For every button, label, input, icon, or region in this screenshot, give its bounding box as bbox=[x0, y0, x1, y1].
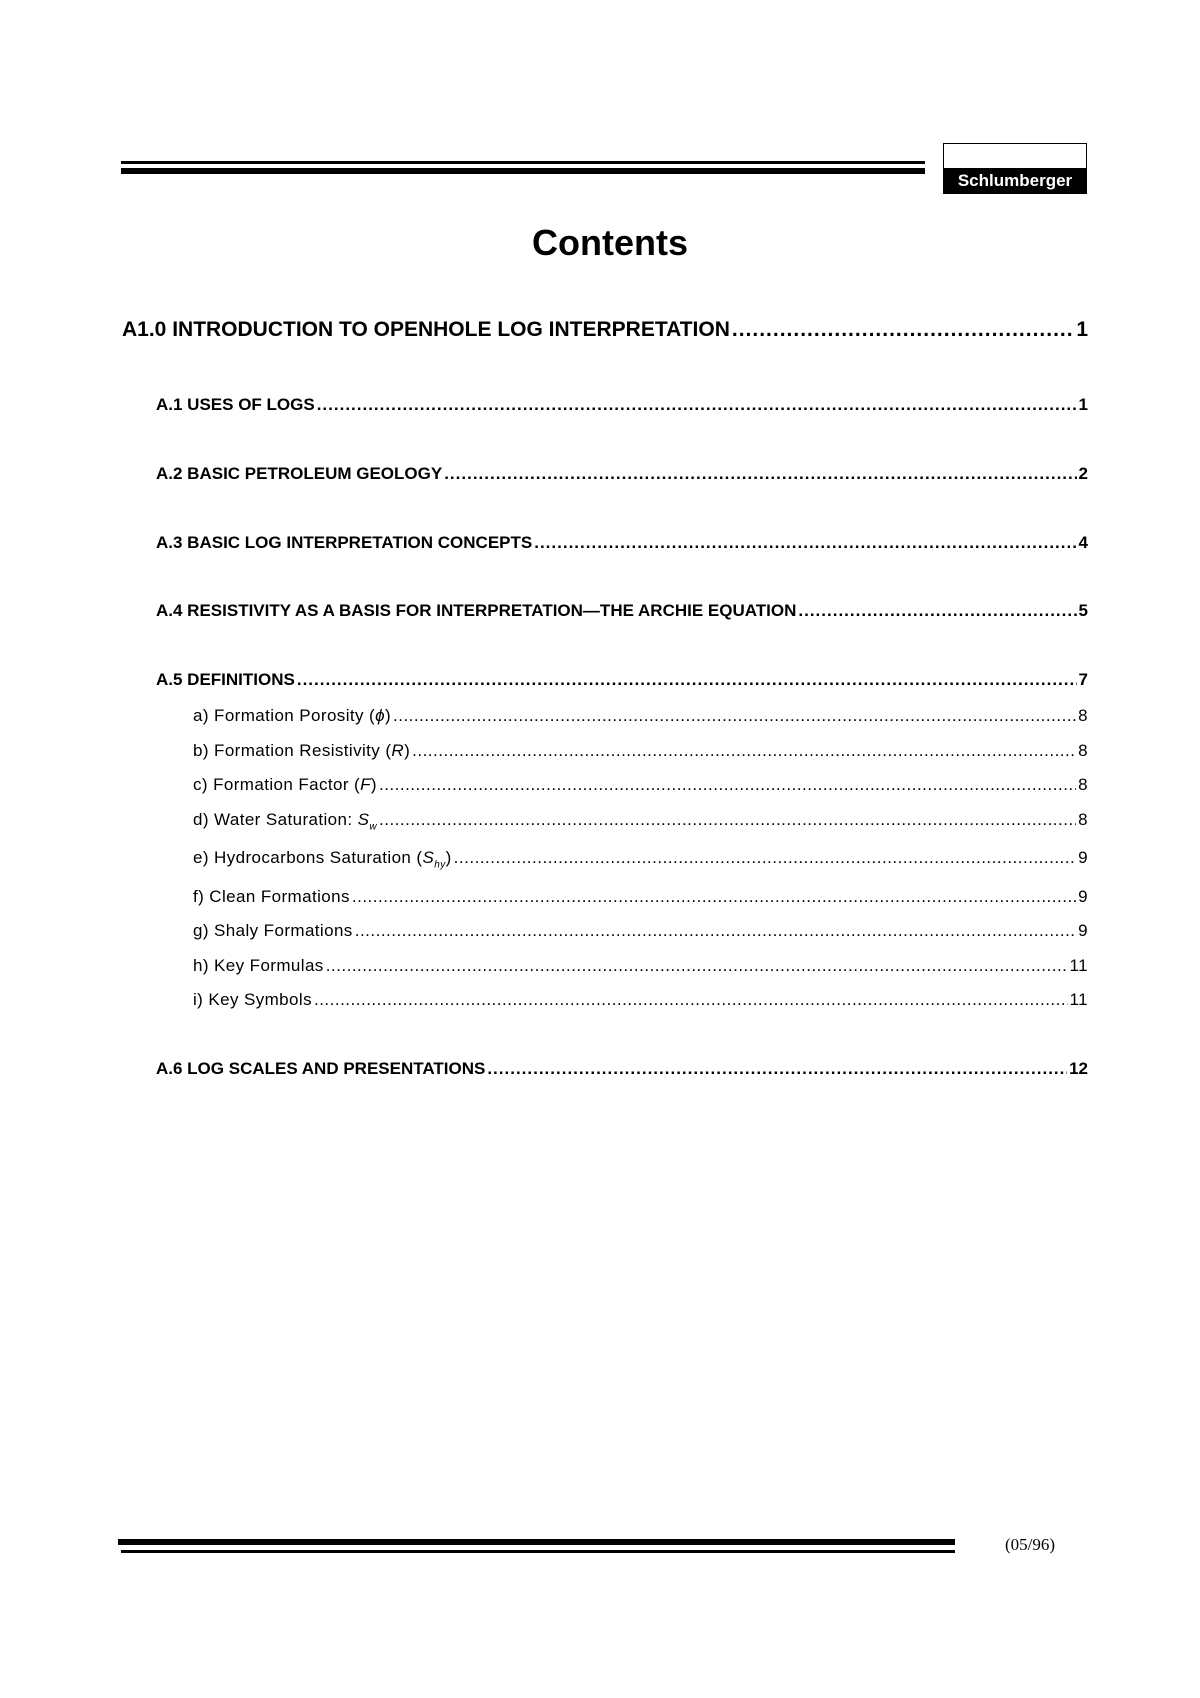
label-text: e) Hydrocarbons Saturation ( bbox=[193, 848, 423, 867]
toc-label bbox=[193, 741, 410, 761]
toc-entry-main[interactable] bbox=[122, 318, 1088, 342]
symbol-subscript: w bbox=[369, 821, 377, 833]
dot-leader bbox=[314, 990, 1068, 1010]
toc-page: 2 bbox=[1078, 464, 1088, 483]
label-text-end: ) bbox=[404, 741, 411, 760]
toc-entry-definition[interactable] bbox=[193, 990, 1088, 1010]
toc-entry-definition[interactable] bbox=[193, 848, 1088, 870]
toc-label bbox=[193, 921, 353, 941]
dot-leader bbox=[454, 848, 1076, 868]
label-text-end: ) bbox=[370, 775, 377, 794]
dot-leader bbox=[326, 956, 1068, 976]
symbol-letter: S bbox=[357, 810, 370, 829]
toc-entry-a1[interactable] bbox=[156, 395, 1088, 415]
dot-leader bbox=[412, 741, 1076, 761]
toc-entry-a3[interactable] bbox=[156, 533, 1088, 553]
toc-entry-a4[interactable] bbox=[156, 601, 1088, 621]
dot-leader bbox=[355, 921, 1076, 941]
label-text: a) Formation Porosity ( bbox=[193, 706, 376, 725]
toc-page: 11 bbox=[1069, 990, 1088, 1009]
dot-leader bbox=[379, 810, 1076, 830]
toc-label: A.1 USES OF LOGS bbox=[156, 395, 315, 414]
toc-label bbox=[193, 706, 391, 726]
label-text: i) Key Symbols bbox=[193, 990, 312, 1009]
toc-label bbox=[193, 990, 312, 1010]
footer-rule-thick bbox=[118, 1539, 955, 1545]
toc-label: A.6 LOG SCALES AND PRESENTATIONS bbox=[156, 1059, 486, 1078]
revision-date: (05/96) bbox=[1005, 1535, 1056, 1554]
toc-entry-definition[interactable] bbox=[193, 887, 1088, 907]
toc-entry-definition[interactable] bbox=[193, 921, 1088, 941]
toc-label bbox=[193, 775, 377, 795]
label-text: f) Clean Formations bbox=[193, 887, 350, 906]
symbol-letter: R bbox=[391, 741, 405, 760]
label-text: h) Key Formulas bbox=[193, 956, 324, 975]
label-text-end: ) bbox=[445, 848, 452, 867]
symbol-letter: ϕ bbox=[375, 706, 385, 725]
symbol bbox=[391, 741, 404, 760]
dot-leader bbox=[379, 775, 1076, 795]
label-text: g) Shaly Formations bbox=[193, 921, 353, 940]
dot-leader bbox=[317, 395, 1077, 415]
toc-label: A.3 BASIC LOG INTERPRETATION CONCEPTS bbox=[156, 533, 533, 552]
dot-leader bbox=[487, 1059, 1067, 1079]
toc-page: 8 bbox=[1078, 810, 1088, 829]
dot-leader bbox=[534, 533, 1076, 553]
toc-label bbox=[193, 887, 350, 907]
toc-page: 9 bbox=[1078, 887, 1088, 906]
toc-page: 12 bbox=[1069, 1059, 1088, 1078]
toc-page: 8 bbox=[1078, 741, 1088, 760]
toc-page: 5 bbox=[1078, 601, 1088, 620]
toc-page: 1 bbox=[1078, 395, 1088, 414]
toc-page: 9 bbox=[1078, 848, 1088, 867]
toc-page: 11 bbox=[1069, 956, 1088, 975]
toc-label bbox=[193, 848, 452, 870]
toc-page: 4 bbox=[1078, 533, 1088, 552]
symbol bbox=[360, 775, 371, 794]
toc-page: 9 bbox=[1078, 921, 1088, 940]
symbol-letter: S bbox=[422, 848, 435, 867]
symbol bbox=[422, 848, 446, 871]
footer-rule-thin bbox=[121, 1550, 955, 1553]
dot-leader bbox=[393, 706, 1076, 726]
symbol bbox=[375, 706, 385, 725]
toc-label: A.4 RESISTIVITY AS A BASIS FOR INTERPRETATION—THE ARCHIE EQUATION bbox=[156, 601, 797, 620]
symbol-letter: F bbox=[360, 775, 371, 794]
logo-text: Schlumberger bbox=[944, 168, 1086, 193]
toc-entry-a6[interactable] bbox=[156, 1059, 1088, 1079]
page-title: Contents bbox=[532, 222, 688, 263]
dot-leader bbox=[444, 464, 1076, 484]
toc-entry-definition[interactable] bbox=[193, 810, 1088, 832]
toc-label: A.2 BASIC PETROLEUM GEOLOGY bbox=[156, 464, 443, 483]
toc-entry-definition[interactable] bbox=[193, 706, 1088, 726]
dot-leader bbox=[798, 601, 1076, 621]
header-rule-thin bbox=[121, 161, 925, 164]
label-text: d) Water Saturation: bbox=[193, 810, 358, 829]
label-text-end: ) bbox=[384, 706, 392, 725]
toc-label: A1.0 INTRODUCTION TO OPENHOLE LOG INTERPRETATION bbox=[122, 318, 730, 341]
dot-leader bbox=[732, 318, 1074, 342]
toc-page: 7 bbox=[1078, 670, 1088, 689]
schlumberger-logo bbox=[943, 143, 1087, 194]
dot-leader bbox=[352, 887, 1076, 907]
toc-entry-definition[interactable] bbox=[193, 741, 1088, 761]
toc-label: A.5 DEFINITIONS bbox=[156, 670, 295, 689]
symbol bbox=[357, 810, 377, 833]
symbol-subscript: hy bbox=[434, 859, 446, 871]
toc-label bbox=[193, 810, 377, 832]
toc-entry-definition[interactable] bbox=[193, 775, 1088, 795]
toc-entry-a5[interactable] bbox=[156, 670, 1088, 690]
label-text: c) Formation Factor ( bbox=[193, 775, 361, 794]
toc-entry-definition[interactable] bbox=[193, 956, 1088, 976]
toc-label bbox=[193, 956, 324, 976]
dot-leader bbox=[297, 670, 1077, 690]
toc-page: 8 bbox=[1078, 775, 1088, 794]
header-rule-thick bbox=[121, 168, 925, 174]
toc-page: 1 bbox=[1076, 318, 1088, 341]
toc-entry-a2[interactable] bbox=[156, 464, 1088, 484]
label-text: b) Formation Resistivity ( bbox=[193, 741, 392, 760]
toc-page: 8 bbox=[1078, 706, 1088, 725]
